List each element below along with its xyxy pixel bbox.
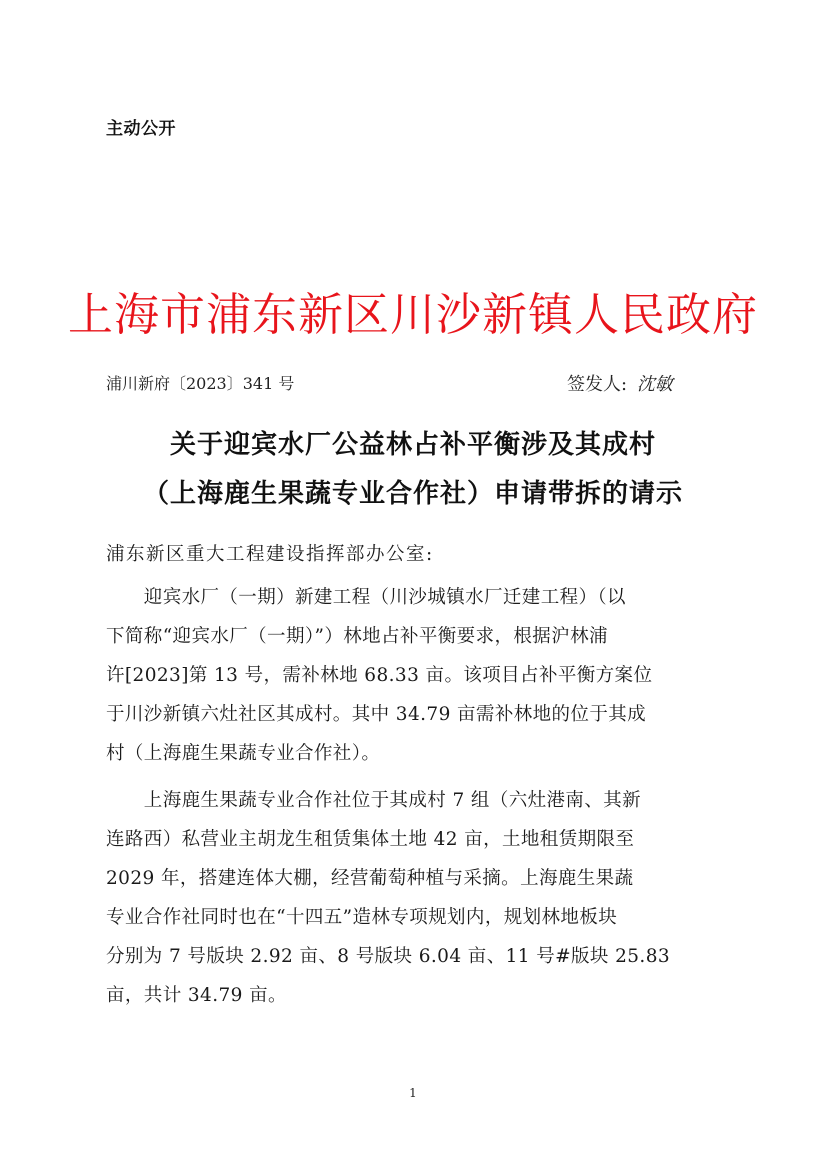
document-number: 浦川新府〔2023〕341 号	[106, 374, 295, 393]
paragraph-line: 许[2023]第 13 号，需补林地 68.33 亩。该项目占补平衡方案位	[106, 665, 653, 686]
page-number: 1	[409, 1086, 417, 1100]
document-heading-line-1: 关于迎宾水厂公益林占补平衡涉及其成村	[169, 430, 656, 460]
salutation: 浦东新区重大工程建设指挥部办公室:	[106, 544, 434, 565]
paragraph-line: 迎宾水厂（一期）新建工程（川沙城镇水厂迁建工程）（以	[106, 587, 626, 608]
paragraph-line: 亩，共计 34.79 亩。	[106, 985, 287, 1006]
paragraph-line: 下简称“迎宾水厂（一期）”）林地占补平衡要求，根据沪林浦	[106, 626, 608, 647]
signer	[567, 370, 673, 396]
disclosure-label: 主动公开	[106, 119, 176, 139]
document-heading-line-2: （上海鹿生果蔬专业合作社）申请带拆的请示	[142, 479, 683, 509]
paragraph-line: 专业合作社同时也在“十四五”造林专项规划内，规划林地板块	[106, 907, 618, 928]
paragraph-line: 分别为 7 号版块 2.92 亩、8 号版块 6.04 亩、11 号#版块 25.83	[106, 946, 671, 967]
signer-name: 沈敏	[636, 374, 673, 395]
paragraph-line: 上海鹿生果蔬专业合作社位于其成村 7 组（六灶港南、其新	[106, 790, 642, 811]
paragraph-line: 村（上海鹿生果蔬专业合作社）。	[106, 743, 381, 764]
government-title: 上海市浦东新区川沙新镇人民政府	[67, 288, 758, 341]
paragraph-line: 2029 年，搭建连体大棚，经营葡萄种植与采摘。上海鹿生果蔬	[106, 868, 634, 889]
paragraph-line: 于川沙新镇六灶社区其成村。其中 34.79 亩需补林地的位于其成	[106, 704, 647, 725]
signer-label: 签发人:	[567, 374, 628, 395]
paragraph-line: 连路西）私营业主胡龙生租赁集体土地 42 亩，土地租赁期限至	[106, 829, 635, 850]
